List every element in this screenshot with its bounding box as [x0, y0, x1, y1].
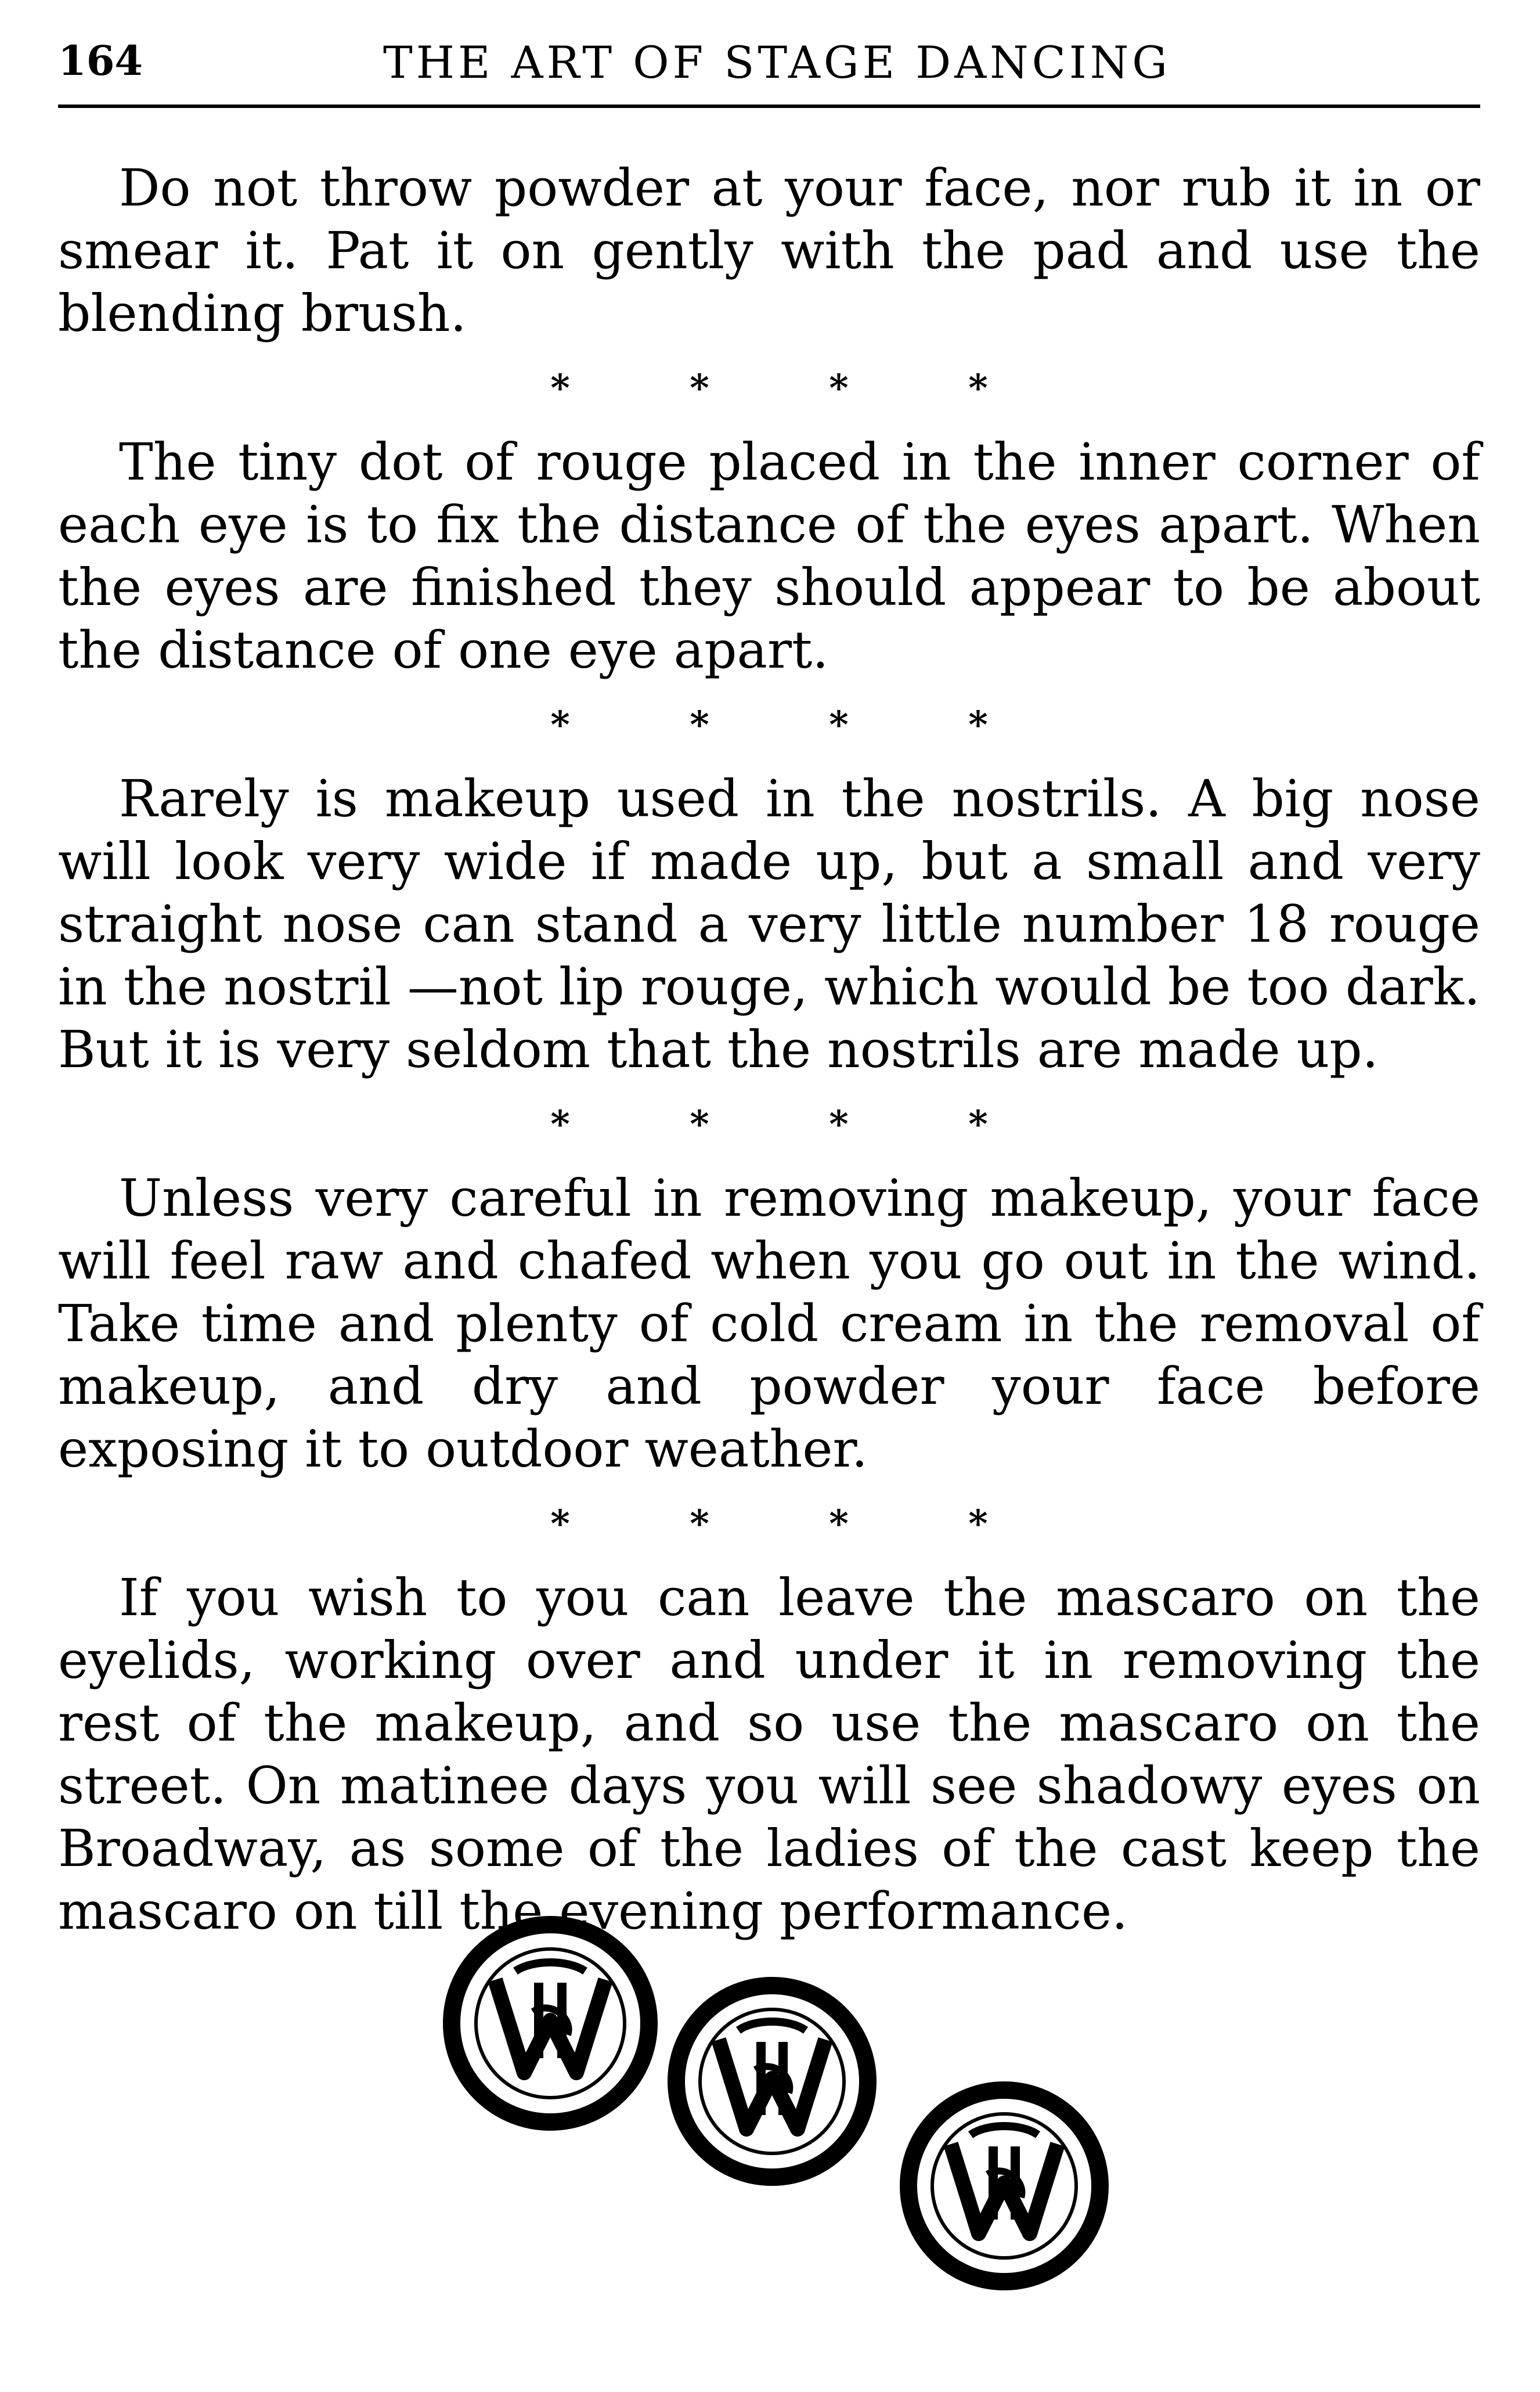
asterisk: * [550, 1501, 570, 1546]
asterisk: * [550, 703, 570, 747]
asterisk: * [829, 1102, 849, 1146]
monogram-logo [908, 2090, 1100, 2282]
asterisk: * [690, 366, 709, 410]
asterisk: * [829, 366, 849, 410]
page-header [58, 23, 1480, 99]
running-title: THE ART OF STAGE DANCING [383, 37, 1171, 88]
asterisk-separator [58, 1480, 1480, 1566]
paragraph-rouge-dot: The tiny dot of rouge placed in the inner corner of each eye is to fix the distance of the eyes apart. When the eyes are finished they should appear to be about the distance of one eye apart. [58, 432, 1480, 680]
asterisk: * [690, 1102, 709, 1146]
monogram-logo [676, 1986, 868, 2177]
asterisk: * [690, 703, 709, 747]
asterisk-separator [58, 682, 1480, 768]
asterisk: * [968, 366, 988, 410]
asterisk: * [968, 703, 988, 747]
paragraph-powder: Do not throw powder at your face, nor rub it in or smear it. Pat it on gently with the pad and use the blending brush. [58, 158, 1480, 343]
asterisk: * [550, 366, 570, 410]
header-rule [58, 105, 1480, 108]
asterisk: * [550, 1102, 570, 1146]
paragraph-nostrils: Rarely is makeup used in the nostrils. A big nose will look very wide if made up, but a small and very straight nose can stand a very little number 18 rouge in the nostril —not lip rouge, which would be too dark. But it is very seldom that the nostrils are made up. [58, 769, 1480, 1079]
paragraph-removing-makeup: Unless very careful in removing makeup, your face will feel raw and chafed when you go out in the wind. Take time and plenty of cold cream in the removal of makeup, and dry and powder your face before exposing it to outdoor weather. [58, 1168, 1480, 1479]
asterisk: * [829, 1501, 849, 1546]
asterisk: * [968, 1501, 988, 1546]
paragraph-mascaro: If you wish to you can leave the mascaro on the eyelids, working over and under it in removing the rest of the makeup, and so use the mascaro on the street. On matinee days you will see shadowy eyes on Broadway, as some of the ladies of the cast keep the mascaro on till the evening performance. [58, 1568, 1480, 1941]
page-number: 164 [58, 37, 143, 85]
asterisk: * [829, 703, 849, 747]
monogram-logo [452, 1925, 649, 2122]
asterisk: * [690, 1501, 709, 1546]
body-text [58, 157, 1480, 1943]
asterisk: * [968, 1102, 988, 1146]
asterisk-separator [58, 1081, 1480, 1167]
asterisk-separator [58, 345, 1480, 431]
